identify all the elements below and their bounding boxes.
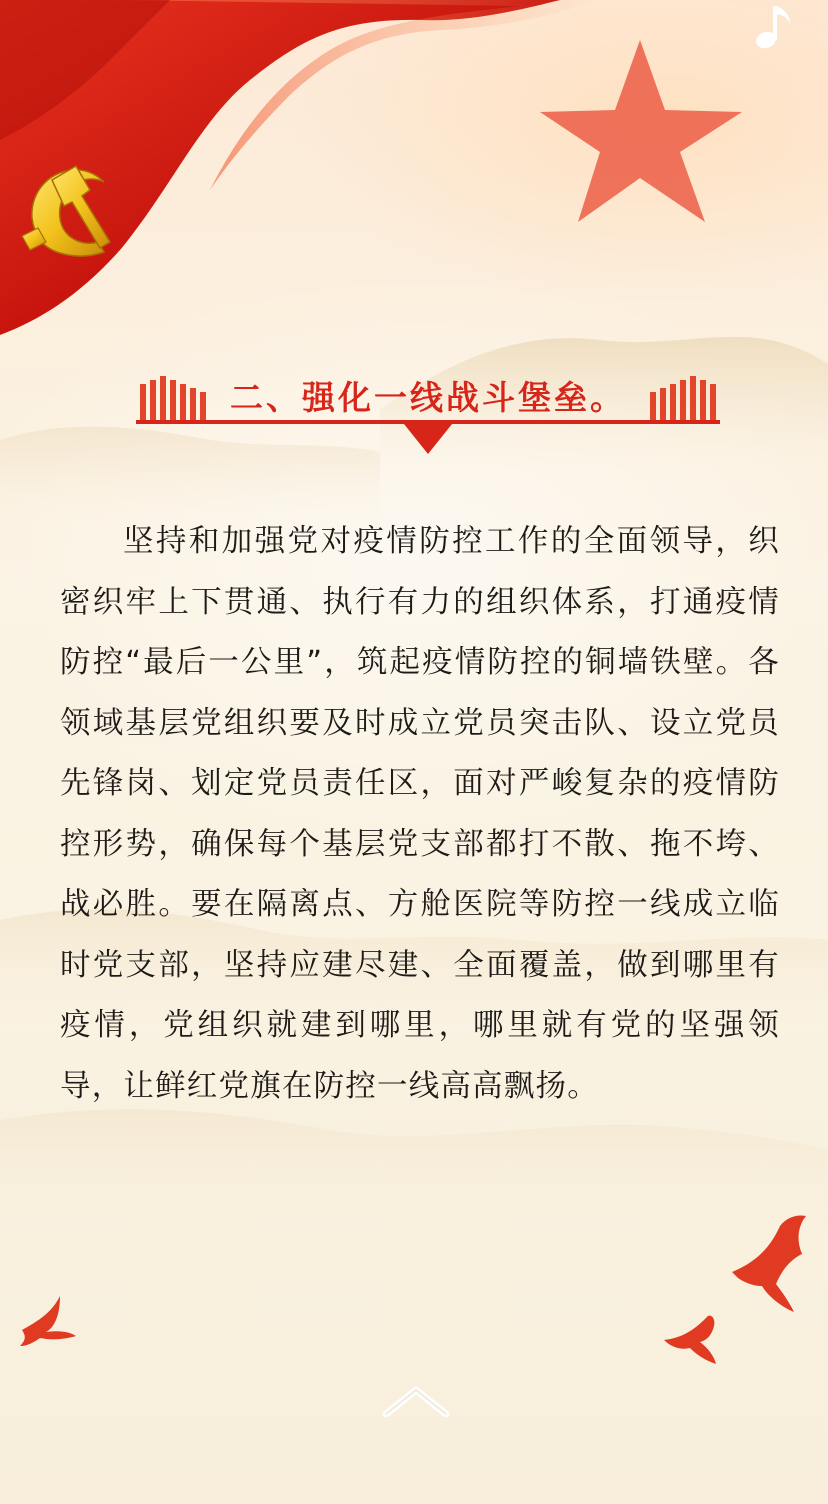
section-paragraph: 坚持和加强党对疫情防控工作的全面领导，织密织牢上下贯通、执行有力的组织体系，打通疫情防控“最后一公里”，筑起疫情防控的铜墙铁壁。各领域基层党组织要及时成立党员突击队、设立党员先锋岗、划定党员责任区，面对严峻复杂的疫情防控形势，确保每个基层党支部都打不散、拖不垮、战必胜。要在隔离点、方舱医院等防控一线成立临时党支部，坚持应建尽建、全面覆盖，做到哪里有疫情，党组织就建到哪里，哪里就有党的坚强领导，让鲜红党旗在防控一线高高飘扬。 — [60, 524, 780, 1104]
red-flag — [0, 0, 600, 335]
scroll-up-button[interactable] — [380, 1380, 452, 1424]
chevron-up-icon — [380, 1380, 452, 1424]
star-decoration — [540, 40, 742, 222]
music-toggle-button[interactable] — [750, 0, 798, 56]
dove-decoration-left — [20, 1296, 76, 1346]
section-heading — [136, 366, 720, 458]
dove-decoration-right — [664, 1215, 806, 1364]
section-title: 二、强化一线战斗堡垒。 — [230, 378, 626, 417]
music-note-icon — [750, 0, 798, 56]
